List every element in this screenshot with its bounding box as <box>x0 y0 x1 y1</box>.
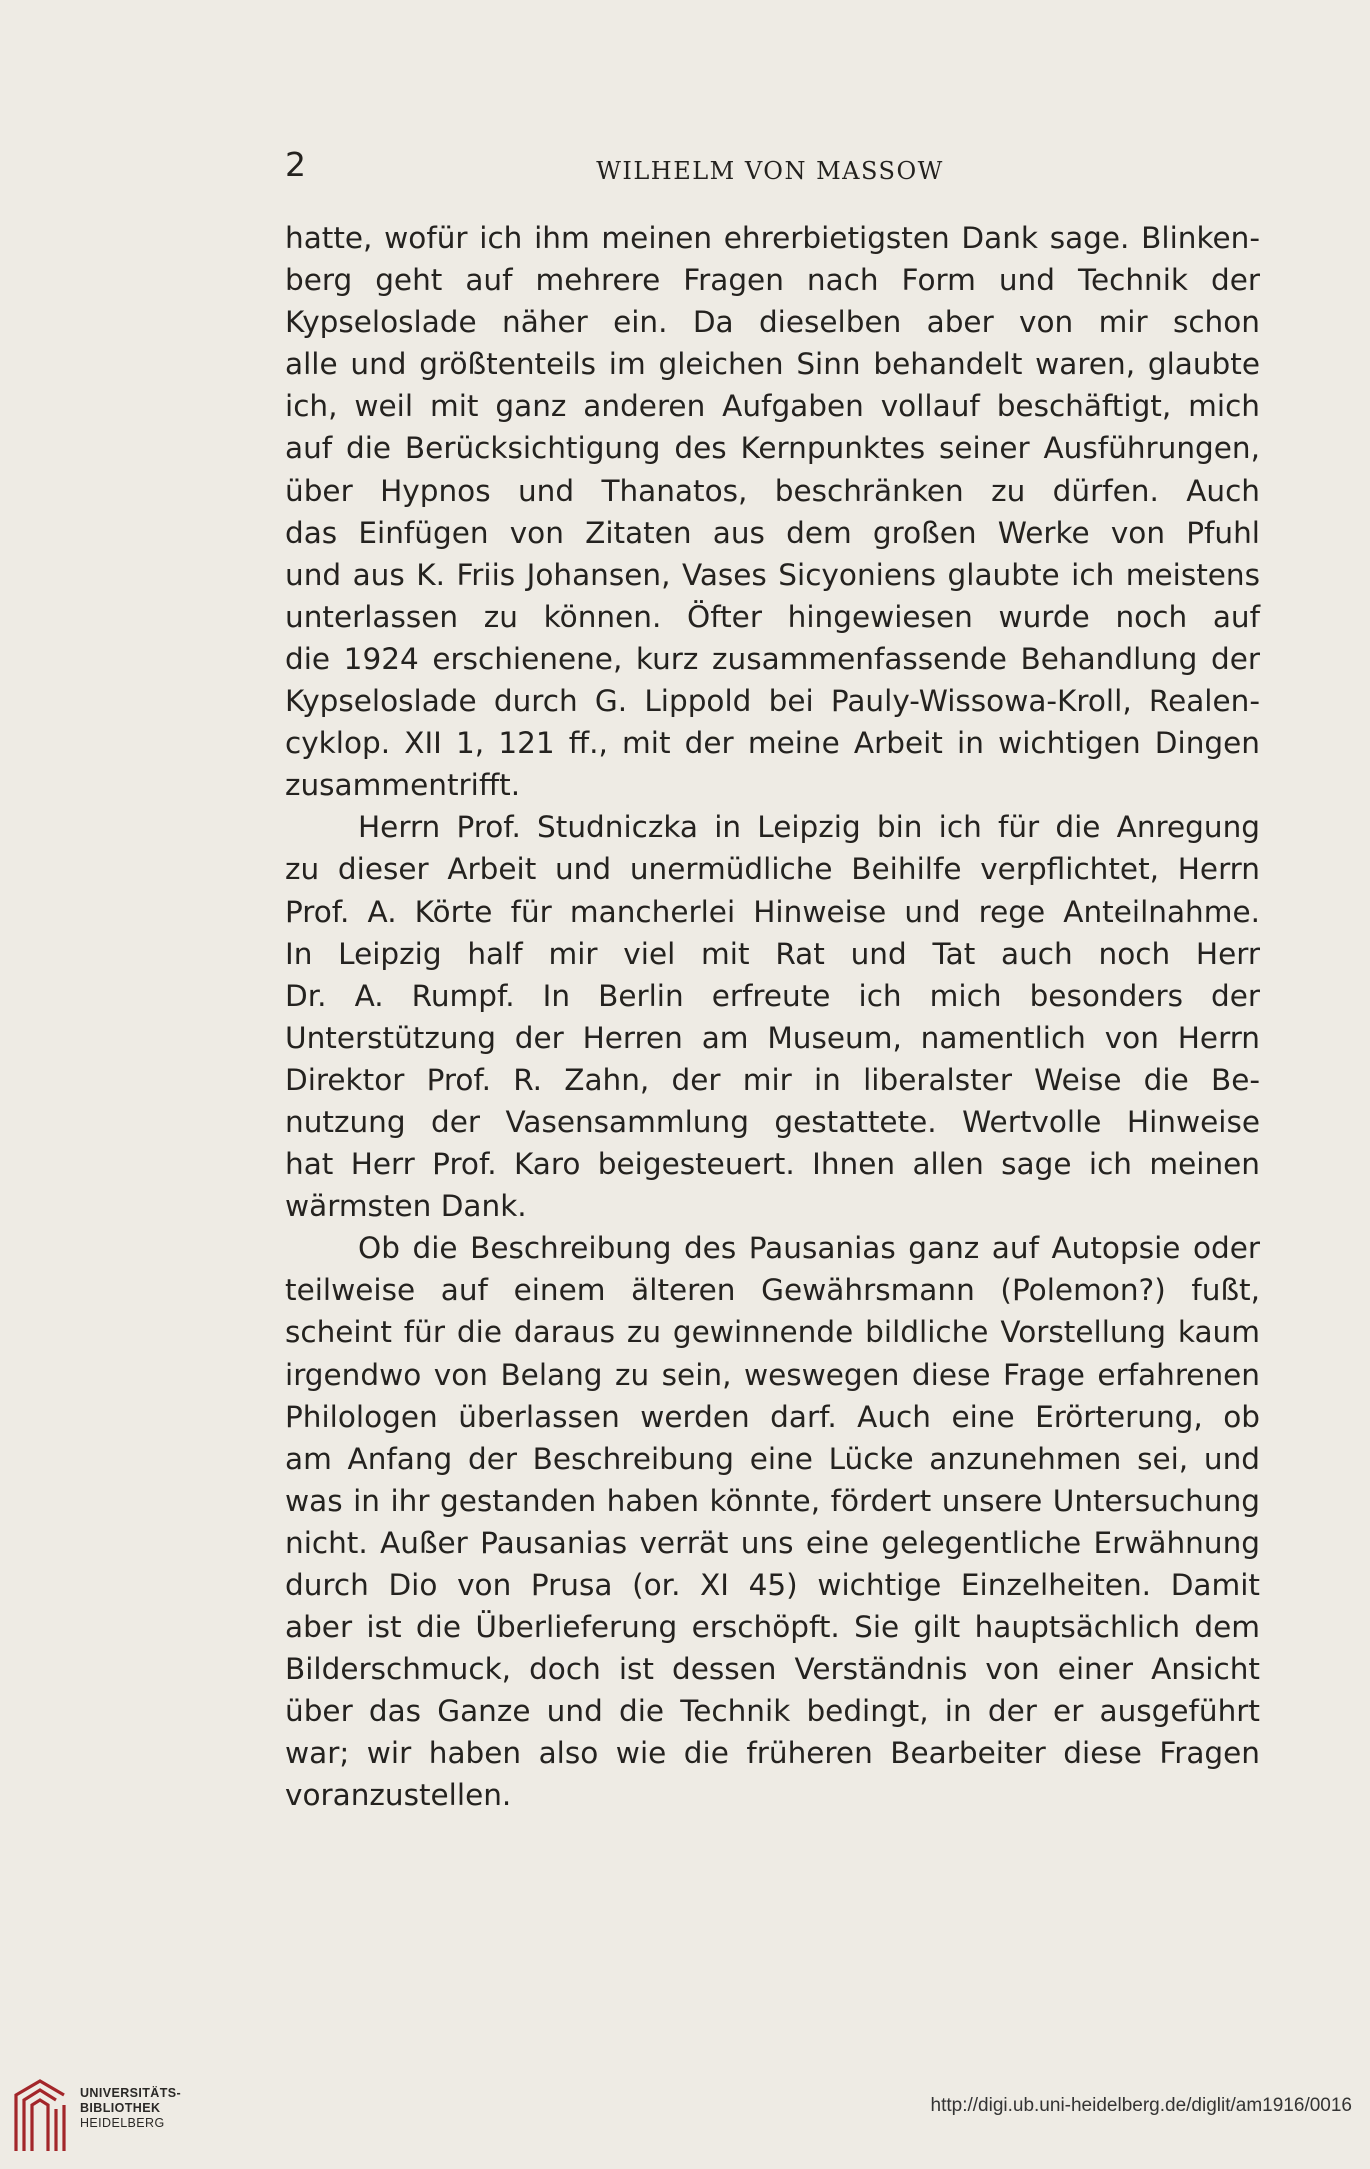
text-line: alle und größtenteils im gleichen Sinn behandelt waren, glaubte <box>285 347 1260 382</box>
library-name-line-3: HEIDELBERG <box>80 2116 165 2130</box>
text-line: Philologen überlassen werden darf. Auch eine Erörterung, ob <box>285 1399 1260 1434</box>
text-line: ich, weil mit ganz anderen Aufgaben vollauf beschäftigt, mich <box>285 389 1260 424</box>
text-line: hatte, wofür ich ihm meinen ehrerbietigsten Dank sage. Blinken- <box>285 221 1260 255</box>
running-title: WILHELM VON MASSOW <box>596 157 944 185</box>
text-line: aber ist die Überlieferung erschöpft. Sie gilt hauptsächlich dem <box>285 1610 1260 1645</box>
text-line: hat Herr Prof. Karo beigesteuert. Ihnen allen sage ich meinen <box>285 1147 1260 1182</box>
text-line: auf die Berücksichtigung des Kernpunktes seiner Ausführungen, <box>285 431 1260 466</box>
text-line: scheint für die daraus zu gewinnende bildliche Vorstellung kaum <box>285 1315 1260 1350</box>
text-line: In Leipzig half mir viel mit Rat und Tat auch noch Herr <box>285 936 1260 971</box>
text-line: war; wir haben also wie die früheren Bearbeiter diese Fragen <box>285 1736 1260 1771</box>
text-line: irgendwo von Belang zu sein, weswegen diese Frage erfahrenen <box>285 1357 1260 1392</box>
text-line: cyklop. XII 1, 121 ff., mit der meine Arbeit in wichtigen Dingen <box>285 726 1260 761</box>
text-line-paragraph-end: zusammentrifft. <box>285 768 521 803</box>
text-line: was in ihr gestanden haben könnte, fördert unsere Untersuchung <box>285 1483 1260 1518</box>
text-line-paragraph-end: wärmsten Dank. <box>285 1189 527 1224</box>
text-line: und aus K. Friis Johansen, Vases Sicyoniens glaubte ich meistens <box>285 557 1260 592</box>
text-line: zu dieser Arbeit und unermüdliche Beihilfe verpflichtet, Herrn <box>285 852 1260 887</box>
text-line-paragraph-start: Ob die Beschreibung des Pausanias ganz auf Autopsie oder <box>358 1231 1260 1266</box>
text-line: Kypseloslade durch G. Lippold bei Pauly-Wissowa-Kroll, Realen- <box>285 684 1260 719</box>
library-name <box>80 2086 181 2131</box>
library-name-line-1: UNIVERSITÄTS- <box>80 2086 182 2100</box>
text-line: Unterstützung der Herren am Museum, namentlich von Herrn <box>285 1020 1260 1055</box>
text-line: teilweise auf einem älteren Gewährsmann (Polemon?) fußt, <box>285 1273 1260 1308</box>
page-header <box>285 145 1255 195</box>
text-line: nutzung der Vasensammlung gestattete. Wertvolle Hinweise <box>285 1104 1260 1139</box>
library-name-line-2: BIBLIOTHEK <box>80 2101 161 2115</box>
text-line-paragraph-end: voranzustellen. <box>285 1778 512 1813</box>
text-line: unterlassen zu können. Öfter hingewiesen wurde noch auf <box>285 599 1260 634</box>
text-line: Direktor Prof. R. Zahn, der mir in liberalster Weise die Be- <box>285 1062 1260 1097</box>
permalink-url[interactable]: http://digi.ub.uni-heidelberg.de/diglit/am1916/0016 <box>930 2095 1352 2116</box>
text-line: über das Ganze und die Technik bedingt, in der er ausgeführt <box>285 1694 1260 1729</box>
text-line: nicht. Außer Pausanias verrät uns eine gelegentliche Erwähnung <box>285 1525 1260 1560</box>
text-line-paragraph-start: Herrn Prof. Studniczka in Leipzig bin ich für die Anregung <box>358 810 1260 845</box>
text-line: über Hypnos und Thanatos, beschränken zu dürfen. Auch <box>285 473 1260 508</box>
text-line: berg geht auf mehrere Fragen nach Form und Technik der <box>285 263 1260 298</box>
text-line: das Einfügen von Zitaten aus dem großen Werke von Pfuhl <box>285 515 1260 550</box>
body-text <box>285 217 1260 1817</box>
text-line: Prof. A. Körte für mancherlei Hinweise und rege Anteilnahme. <box>285 894 1260 929</box>
heidelberg-library-logo-icon <box>10 2075 82 2155</box>
text-line: Kypseloslade näher ein. Da dieselben aber von mir schon <box>285 305 1260 340</box>
page-footer <box>0 2045 1370 2169</box>
text-line: die 1924 erschienene, kurz zusammenfassende Behandlung der <box>285 641 1260 676</box>
text-line: Bilderschmuck, doch ist dessen Verständnis von einer Ansicht <box>285 1652 1260 1687</box>
text-line: durch Dio von Prusa (or. XI 45) wichtige Einzelheiten. Damit <box>285 1568 1260 1602</box>
page-number: 2 <box>285 145 306 184</box>
text-line: am Anfang der Beschreibung eine Lücke anzunehmen sei, und <box>285 1441 1260 1476</box>
text-line: Dr. A. Rumpf. In Berlin erfreute ich mich besonders der <box>285 978 1260 1013</box>
